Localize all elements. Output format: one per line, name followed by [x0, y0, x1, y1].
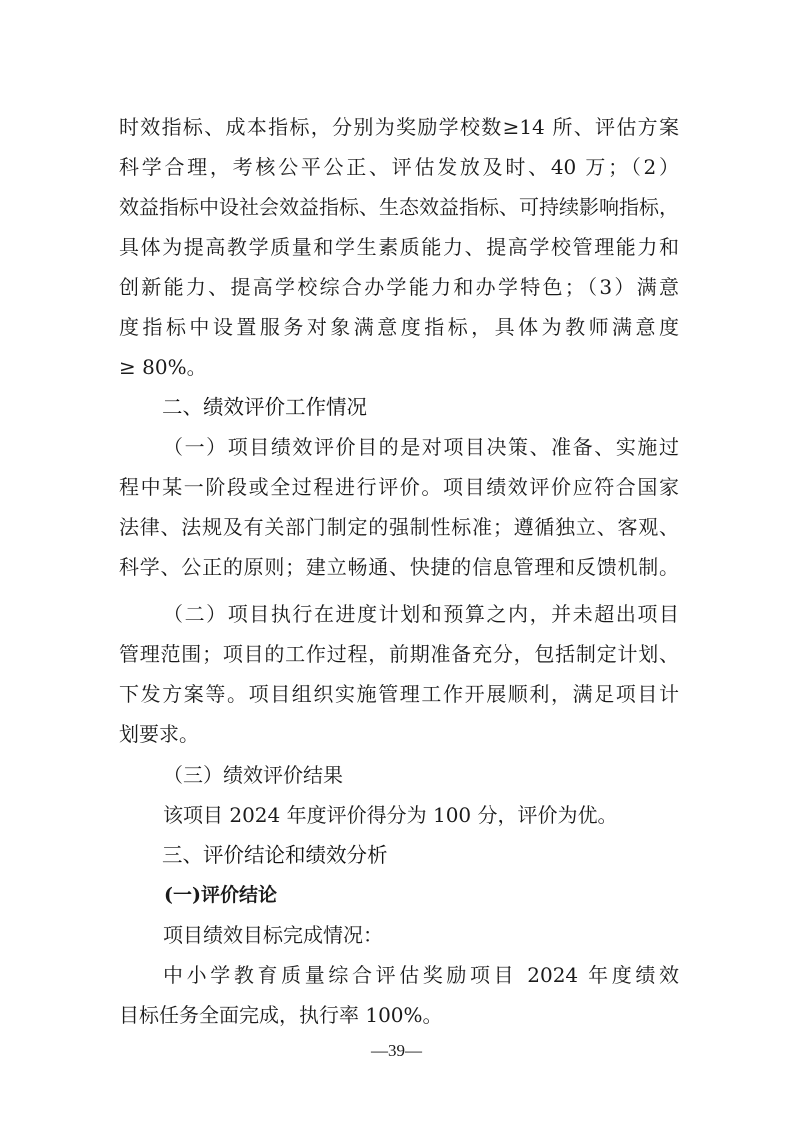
section3-heading: 三、评价结论和绩效分析 [162, 843, 388, 867]
sub1-line-2: 程中某一阶段或全过程进行评价。项目绩效评价应符合国家 [119, 475, 679, 499]
section3-label: 项目绩效目标完成情况： [163, 923, 383, 947]
para1-line-7: ≥ 80%。 [119, 355, 207, 379]
section3-line-1: 中小学教育质量综合评估奖励项目 2024 年度绩效 [163, 963, 679, 987]
para1-line-2: 科学合理，考核公平公正、评估发放及时、40 万；（2） [119, 155, 679, 179]
sub1-line-4: 科学、公正的原则；建立畅通、快捷的信息管理和反馈机制。 [119, 555, 679, 579]
sub1-line-3: 法律、法规及有关部门制定的强制性标准；遵循独立、客观、 [119, 515, 679, 539]
sub3-text: 该项目 2024 年度评价得分为 100 分，评价为优。 [163, 803, 618, 827]
section2-heading: 二、绩效评价工作情况 [162, 395, 367, 419]
para1-line-6: 度指标中设置服务对象满意度指标，具体为教师满意度 [119, 315, 679, 339]
para1-line-3: 效益指标中设社会效益指标、生态效益指标、可持续影响指标， [119, 195, 679, 219]
sub2-line-2: 管理范围；项目的工作过程，前期准备充分，包括制定计划、 [119, 642, 679, 666]
para1-line-5: 创新能力、提高学校综合办学能力和办学特色；（3）满意 [119, 275, 679, 299]
sub3-title: （三）绩效评价结果 [163, 763, 343, 787]
para1-line-1: 时效指标、成本指标，分别为奖励学校数≥14 所、评估方案 [119, 115, 679, 139]
section3-sub1-title: (一)评价结论 [164, 884, 277, 906]
sub2-line-3: 下发方案等。项目组织实施管理工作开展顺利，满足项目计 [119, 682, 679, 706]
sub2-line-4: 划要求。 [119, 722, 199, 746]
para1-line-4: 具体为提高教学质量和学生素质能力、提高学校管理能力和 [119, 235, 679, 259]
section3-line-2: 目标任务全面完成，执行率 100%。 [119, 1003, 443, 1027]
sub1-line-1: （一）项目绩效评价目的是对项目决策、准备、实施过 [163, 435, 679, 459]
page-number: —39— [371, 1041, 422, 1060]
sub2-line-1: （二）项目执行在进度计划和预算之内，并未超出项目 [163, 602, 679, 626]
